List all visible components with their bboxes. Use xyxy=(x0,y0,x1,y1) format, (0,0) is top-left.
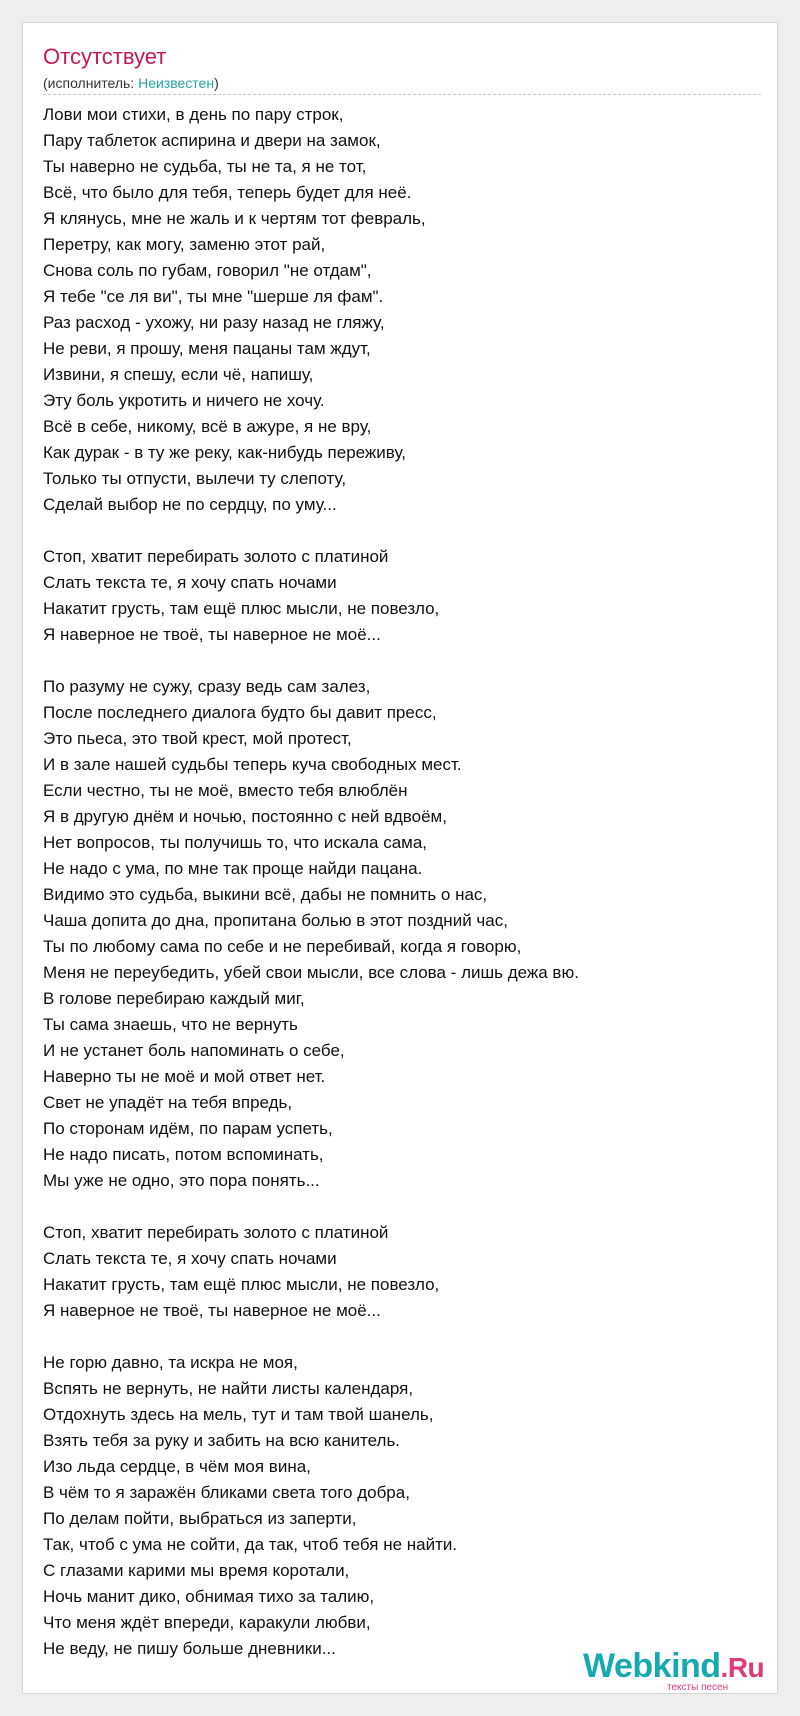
lyric-line: Изо льда сердце, в чём моя вина, xyxy=(43,1457,311,1476)
stanza-break xyxy=(43,518,763,544)
artist-prefix: (исполнитель: xyxy=(43,75,139,91)
lyric-line: В голове перебираю каждый миг, xyxy=(43,989,305,1008)
artist-suffix: ) xyxy=(214,75,219,91)
lyric-line: Свет не упадёт на тебя впредь, xyxy=(43,1093,293,1112)
lyric-line: Ночь манит дико, обнимая тихо за талию, xyxy=(43,1587,375,1606)
lyric-line: Снова соль по губам, говорил "не отдам", xyxy=(43,261,372,280)
lyric-line: Не надо писать, потом вспоминать, xyxy=(43,1145,324,1164)
lyric-line: Извини, я спешу, если чё, напишу, xyxy=(43,365,314,384)
lyric-line: Не горю давно, та искра не моя, xyxy=(43,1353,298,1372)
lyric-line: Отдохнуть здесь на мель, тут и там твой шанель, xyxy=(43,1405,434,1424)
lyric-line: Не надо с ума, по мне так проще найди пацана. xyxy=(43,859,423,878)
lyric-line: Перетру, как могу, заменю этот рай, xyxy=(43,235,326,254)
logo-main-text: Webkind xyxy=(583,1647,721,1685)
lyric-line: Стоп, хватит перебирать золото с платиной xyxy=(43,1223,389,1242)
lyric-line: Как дурак - в ту же реку, как-нибудь переживу, xyxy=(43,443,406,462)
lyric-line: Эту боль укротить и ничего не хочу. xyxy=(43,391,325,410)
lyric-line: В чём то я заражён бликами света того добра, xyxy=(43,1483,410,1502)
lyric-line: Всё в себе, никому, всё в ажуре, я не вру, xyxy=(43,417,372,436)
lyric-line: Меня не переубедить, убей свои мысли, все слова - лишь дежа вю. xyxy=(43,963,579,982)
logo-wordmark xyxy=(583,1648,764,1686)
lyric-line: Ты сама знаешь, что не вернуть xyxy=(43,1015,298,1034)
lyric-line: Раз расход - ухожу, ни разу назад не гляжу, xyxy=(43,313,385,332)
lyric-line: По сторонам идём, по парам успеть, xyxy=(43,1119,333,1138)
lyric-line: Накатит грусть, там ещё плюс мысли, не повезло, xyxy=(43,599,440,618)
song-title: Отсутствует xyxy=(43,44,167,69)
lyric-line: Я в другую днём и ночью, постоянно с ней вдвоём, xyxy=(43,807,447,826)
lyric-line: Только ты отпусти, вылечи ту слепоту, xyxy=(43,469,347,488)
logo-domain-text: .Ru xyxy=(720,1652,765,1683)
lyric-line: Сделай выбор не по сердцу, по уму... xyxy=(43,495,337,514)
logo-tagline: тексты песен xyxy=(667,1682,729,1693)
title-divider xyxy=(43,94,761,95)
lyrics-card xyxy=(22,22,778,1694)
lyric-line: Взять тебя за руку и забить на всю канитель. xyxy=(43,1431,401,1450)
lyric-line: Стоп, хватит перебирать золото с платиной xyxy=(43,547,389,566)
lyric-line: Нет вопросов, ты получишь то, что искала сама, xyxy=(43,833,428,852)
lyric-line: Всё, что было для тебя, теперь будет для неё. xyxy=(43,183,412,202)
lyric-line: Пару таблеток аспирина и двери на замок, xyxy=(43,131,381,150)
lyric-line: Не веду, не пишу больше дневники... xyxy=(43,1639,336,1658)
lyric-line: Слать текста те, я хочу спать ночами xyxy=(43,573,337,592)
stanza-break xyxy=(43,648,763,674)
lyric-line: Лови мои стихи, в день по пару строк, xyxy=(43,105,344,124)
lyric-line: Я наверное не твоё, ты наверное не моё... xyxy=(43,1301,381,1320)
lyric-line: Что меня ждёт впереди, каракули любви, xyxy=(43,1613,371,1632)
artist-link[interactable]: Неизвестен xyxy=(138,75,215,91)
lyric-line: Ты по любому сама по себе и не перебивай, когда я говорю, xyxy=(43,937,522,956)
lyric-line: Мы уже не одно, это пора понять... xyxy=(43,1171,320,1190)
lyric-line: Наверно ты не моё и мой ответ нет. xyxy=(43,1067,326,1086)
lyric-line: Ты наверно не судьба, ты не та, я не тот, xyxy=(43,157,367,176)
lyric-line: Видимо это судьба, выкини всё, дабы не помнить о нас, xyxy=(43,885,488,904)
lyric-line: С глазами карими мы время коротали, xyxy=(43,1561,350,1580)
lyric-line: Я клянусь, мне не жаль и к чертям тот февраль, xyxy=(43,209,426,228)
lyrics-text xyxy=(43,102,763,1662)
lyric-line: Слать текста те, я хочу спать ночами xyxy=(43,1249,337,1268)
lyric-line: Я наверное не твоё, ты наверное не моё... xyxy=(43,625,381,644)
lyric-line: По делам пойти, выбраться из заперти, xyxy=(43,1509,357,1528)
stanza-break xyxy=(43,1194,763,1220)
lyric-line: Это пьеса, это твой крест, мой протест, xyxy=(43,729,352,748)
lyric-line: После последнего диалога будто бы давит пресс, xyxy=(43,703,437,722)
lyric-line: И в зале нашей судьбы теперь куча свободных мест. xyxy=(43,755,462,774)
stanza-break xyxy=(43,1324,763,1350)
artist-line xyxy=(43,74,219,92)
lyric-line: Накатит грусть, там ещё плюс мысли, не повезло, xyxy=(43,1275,440,1294)
lyric-line: Если честно, ты не моё, вместо тебя влюблён xyxy=(43,781,408,800)
lyric-line: Я тебе "се ля ви", ты мне "шерше ля фам". xyxy=(43,287,384,306)
lyric-line: И не устанет боль напоминать о себе, xyxy=(43,1041,345,1060)
lyric-line: Не реви, я прошу, меня пацаны там ждут, xyxy=(43,339,371,358)
lyric-line: По разуму не сужу, сразу ведь сам залез, xyxy=(43,677,371,696)
lyric-line: Вспять не вернуть, не найти листы календаря, xyxy=(43,1379,414,1398)
lyric-line: Чаша допита до дна, пропитана болью в этот поздний час, xyxy=(43,911,508,930)
lyric-line: Так, чтоб с ума не сойти, да так, чтоб тебя не найти. xyxy=(43,1535,458,1554)
webkind-logo[interactable] xyxy=(583,1648,783,1694)
